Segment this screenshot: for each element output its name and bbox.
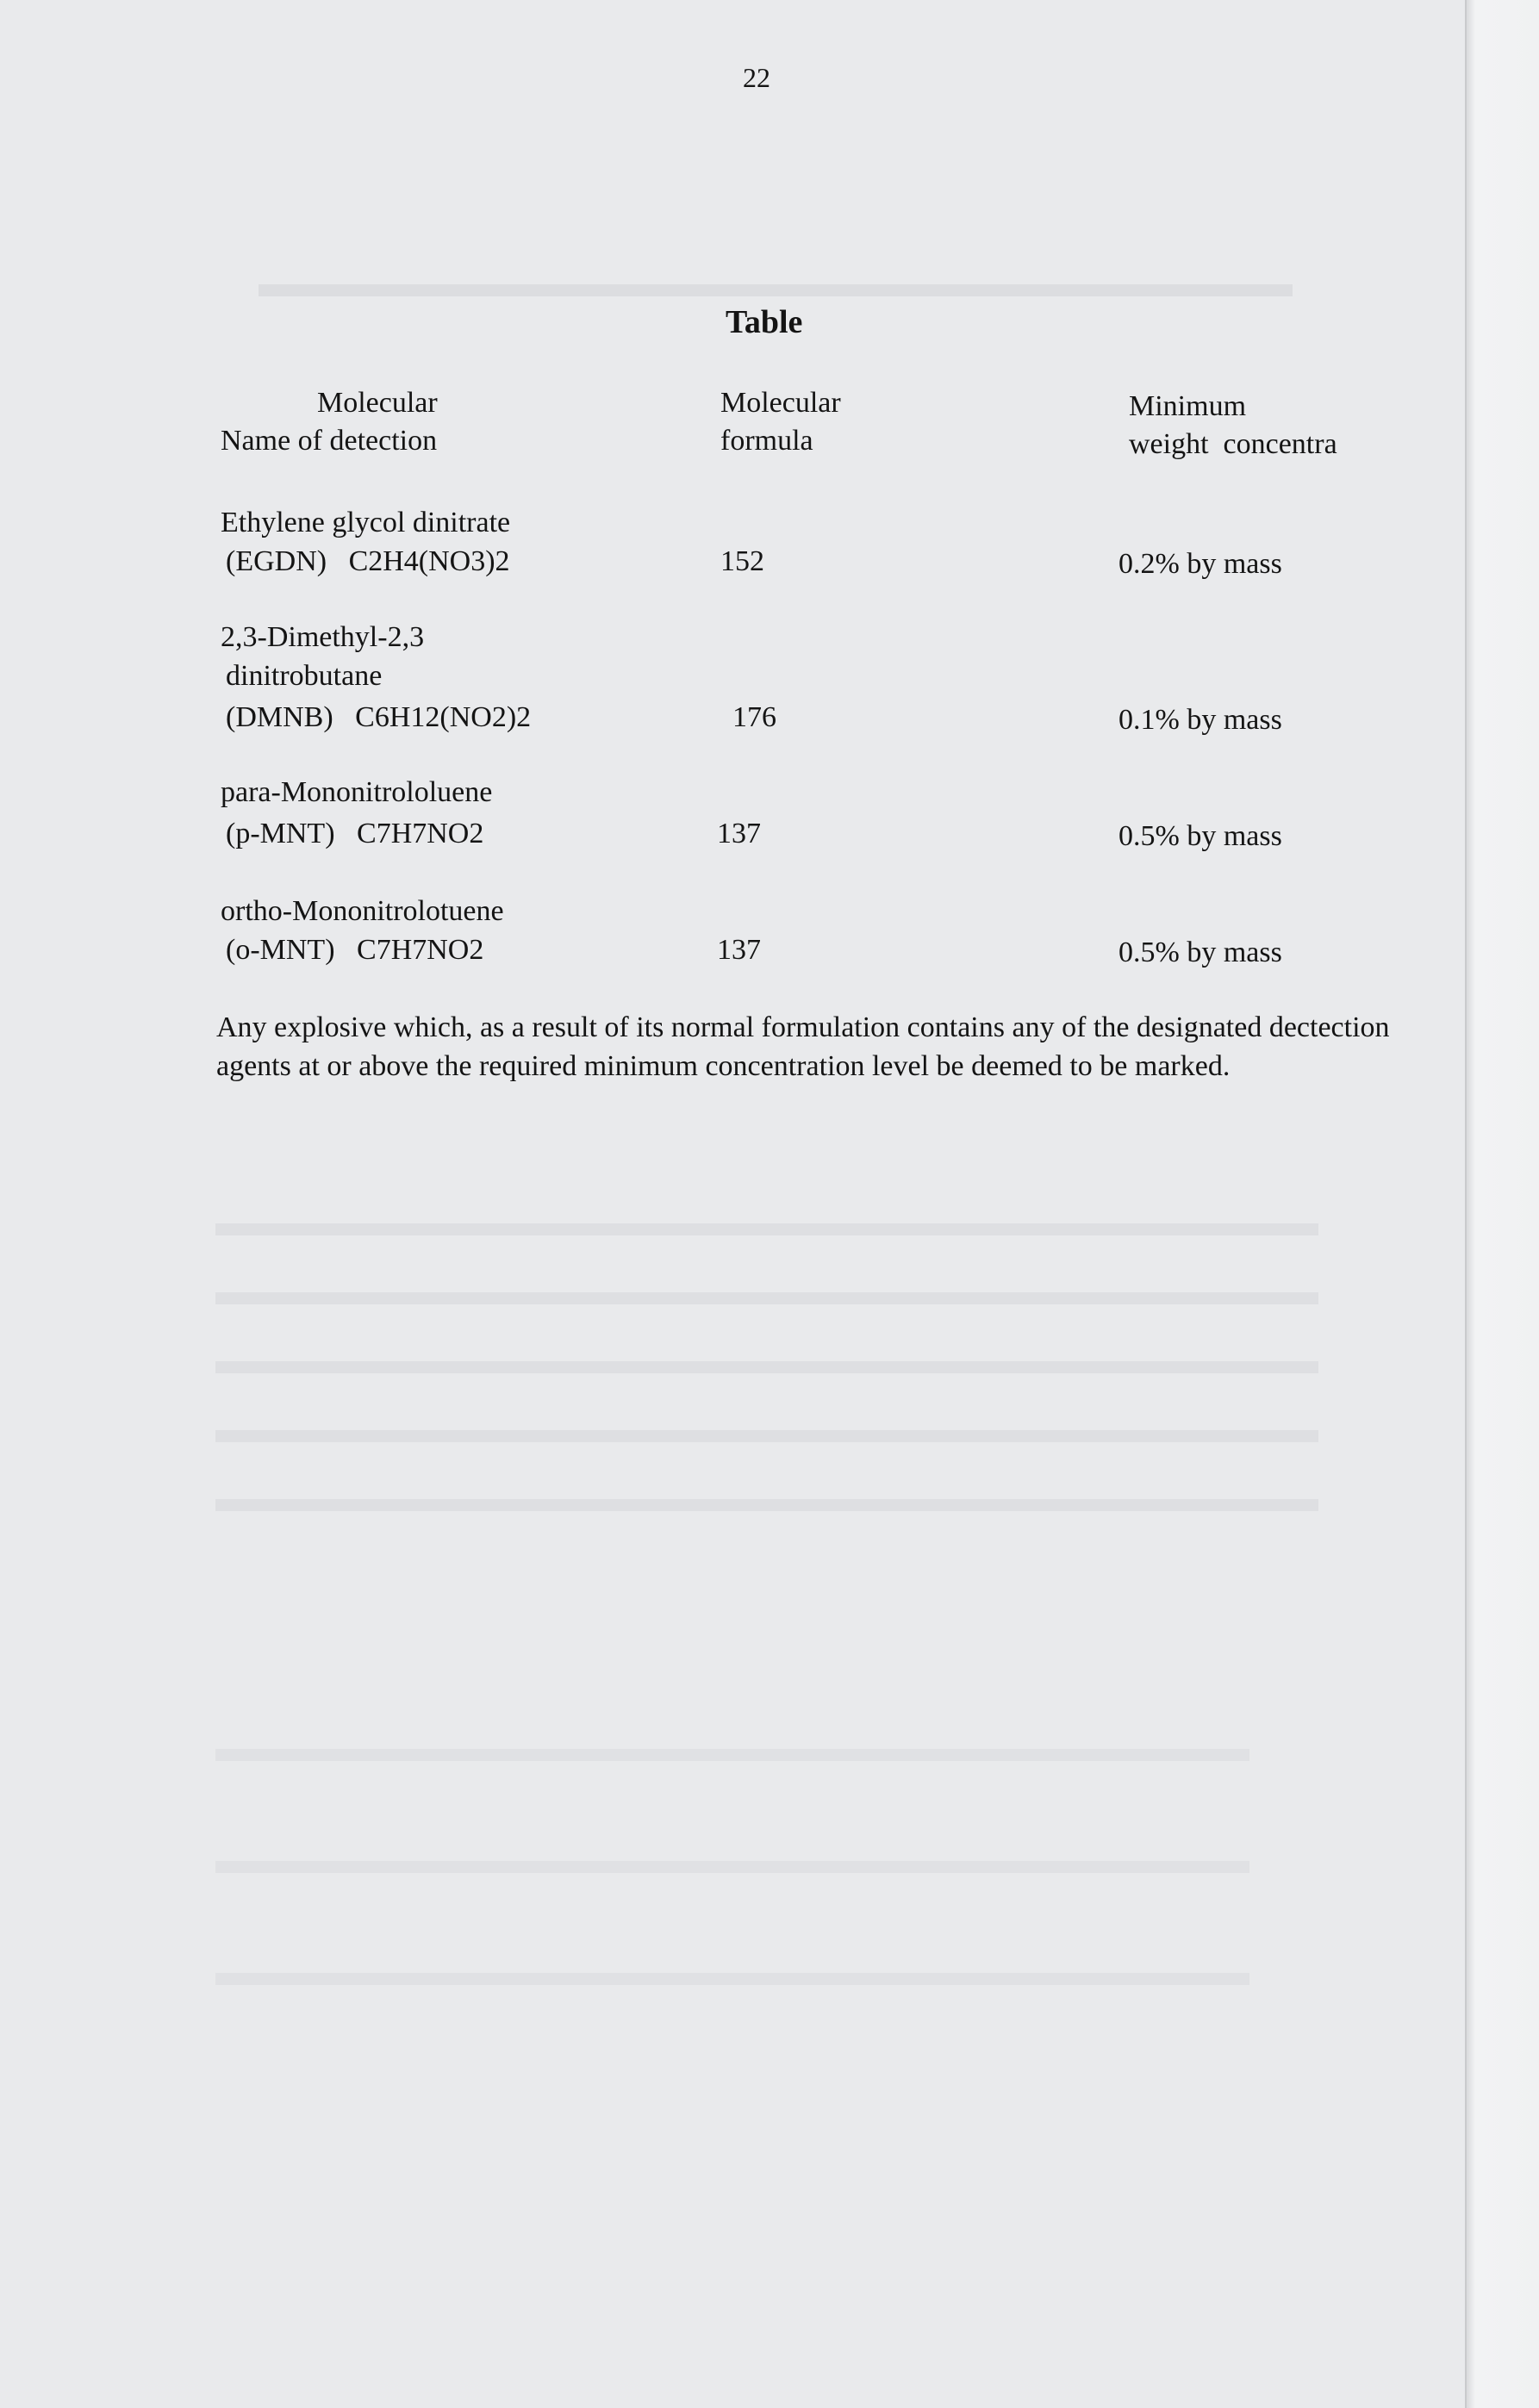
table-note: Any explosive which, as a result of its normal formulation contains any of the designated dectection agents at or above the required minimum concentration level be deemed to be marked. [216, 1011, 1390, 1082]
row-concentration: 0.2% by mass [1118, 548, 1282, 580]
row-concentration: 0.1% by mass [1118, 704, 1282, 736]
header-concentration-line2: weight concentra [1129, 428, 1337, 460]
row-name-line1: 2,3-Dimethyl-2,3 [221, 621, 425, 653]
row-weight: 137 [717, 818, 761, 849]
row-name-line2: (EGDN) C2H4(NO3)2 [226, 545, 510, 577]
row-weight: 176 [732, 701, 776, 733]
row-name-line2: (p-MNT) C7H7NO2 [226, 818, 484, 849]
header-formula-line2: formula [720, 425, 813, 457]
header-name-line1: Molecular [317, 387, 438, 419]
header-concentration-line1: Minimum [1129, 390, 1247, 422]
row-name-line2: (o-MNT) C7H7NO2 [226, 934, 484, 966]
row-name-line1: para-Mononitrololuene [221, 776, 493, 808]
row-weight: 137 [717, 934, 761, 966]
header-name-line2: Name of detection [221, 425, 438, 457]
row-name-line3: (DMNB) C6H12(NO2)2 [226, 701, 532, 733]
row-weight: 152 [720, 545, 764, 577]
row-concentration: 0.5% by mass [1118, 820, 1282, 852]
page-number: 22 [743, 62, 770, 93]
header-formula-line1: Molecular [720, 387, 841, 419]
row-name-line1: Ethylene glycol dinitrate [221, 507, 511, 538]
row-name-line2: dinitrobutane [226, 660, 383, 692]
row-concentration: 0.5% by mass [1118, 936, 1282, 968]
page-edge [1465, 0, 1539, 2408]
table-title: Table [726, 304, 803, 340]
row-name-line1: ortho-Mononitrolotuene [221, 895, 504, 927]
